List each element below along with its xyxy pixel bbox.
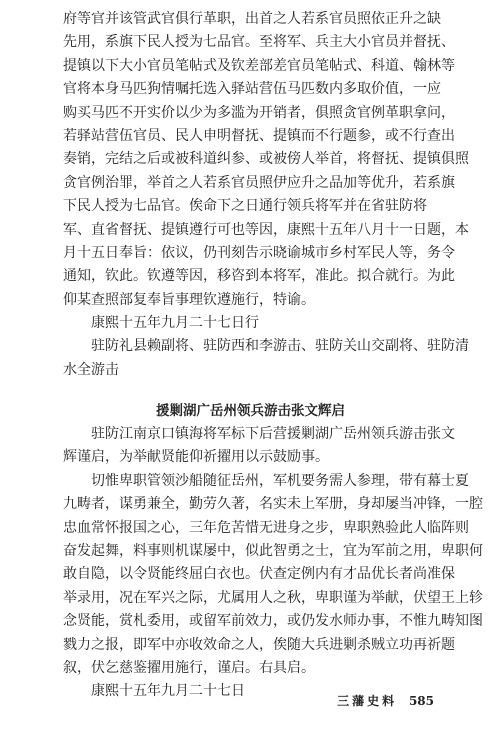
section-heading: 援剿湖广岳州领兵游击张文辉启 xyxy=(156,403,345,419)
text-line: 念贤能，赏札委用，或留军前效力，或仍发水师办事，不惟九畴知图 xyxy=(63,613,483,630)
text-line: 若驿站营伍官员、民人申明督抚、提镇而不行题参，或不行查出 xyxy=(63,127,455,144)
section2-date: 康熙十五年九月二十七日 xyxy=(91,683,245,700)
recipient-line: 驻防礼县赖副将、驻防西和李游击、驻防关山交副将、驻防清 xyxy=(91,338,469,355)
text-line: 奏销，完结之后或被科道纠参、或被傍人举首，将督抚、提镇俱照 xyxy=(63,151,469,168)
text-line: 九畴者，谋勇兼全，勤劳久著，名实未上军册，身却屡当冲锋，一腔 xyxy=(63,496,483,513)
text-line: 军、直省督抚、提镇遵行可也等因，康熙十五年八月十一日题，本 xyxy=(63,221,469,238)
section1-text xyxy=(63,8,469,382)
text-line: 举录用，况在军兴之际，尤属用人之秋，卑职谨为举献，伏望王上轸 xyxy=(63,589,483,606)
intro-line: 驻防江南京口镇海将军标下后营援剿湖广岳州领兵游击张文 xyxy=(91,426,455,442)
section2-text xyxy=(63,423,483,704)
section1-date: 康熙十五年九月二十七日行 xyxy=(91,315,259,332)
text-line: 忠血常怀报国之心，三年危苦惜无进身之步，卑职熟验此人临阵则 xyxy=(63,519,469,536)
text-line: 贪官例治罪，举首之人若系官员照伊应升之品加等优升，若系旗 xyxy=(63,174,455,191)
page-number: 585 xyxy=(408,694,434,708)
text-line: 月十五日奉旨：依议，仍刊刻告示晓谕城市乡村军民人等，务令 xyxy=(63,244,455,261)
text-line: 先用，系旗下民人授为七品官。至将军、兵主大小官员并督抚、 xyxy=(63,34,455,51)
text-line: 戮力之报，即军中亦收效命之人，俟随大兵进剿杀贼立功再祈题 xyxy=(63,636,455,653)
intro-line: 辉谨启，为举献贤能仰祈擢用以示鼓励事。 xyxy=(63,449,329,466)
text-line: 叙，伏乞慈鉴擢用施行，谨启。右具启。 xyxy=(63,659,315,676)
text-line: 提镇以下大小官员笔帖式及钦差部差官员笔帖式、科道、翰林等 xyxy=(63,57,455,74)
page-footer xyxy=(337,692,434,710)
text-line: 奋发起舞，料事则机谋屡中，似此智勇之士，宜为军前之用，卑职何 xyxy=(63,542,483,559)
text-line: 官将本身马匹狗情嘱托选入驿站营伍马匹数内多取价值，一应 xyxy=(63,81,441,98)
text-line: 切惟卑职管领沙船随征岳州，军机要务需人参理，带有幕士夏 xyxy=(91,472,469,489)
text-line: 敢自隐，以令贤能终屈白衣也。伏查定例内有才品优长者尚准保 xyxy=(63,566,455,583)
text-line: 府等官并该管武官俱行革职，出首之人若系官员照依正升之缺 xyxy=(63,11,441,27)
text-line: 仰某查照部复奉旨事理钦遵施行，特谕。 xyxy=(63,291,315,308)
text-line: 下民人授为七品官。俟命下之日通行领兵将军并在省驻防将 xyxy=(63,198,427,215)
recipient-line: 水全游击 xyxy=(63,361,119,378)
text-line: 购买马匹不开实价以少为多滥为开销者，俱照贪官例革职拿问， xyxy=(63,104,455,121)
journal-title: 三藩史料 xyxy=(337,694,398,708)
text-line: 通知，钦此。钦遵等因，移咨到本将军，准此。拟合就行。为此 xyxy=(63,268,455,285)
